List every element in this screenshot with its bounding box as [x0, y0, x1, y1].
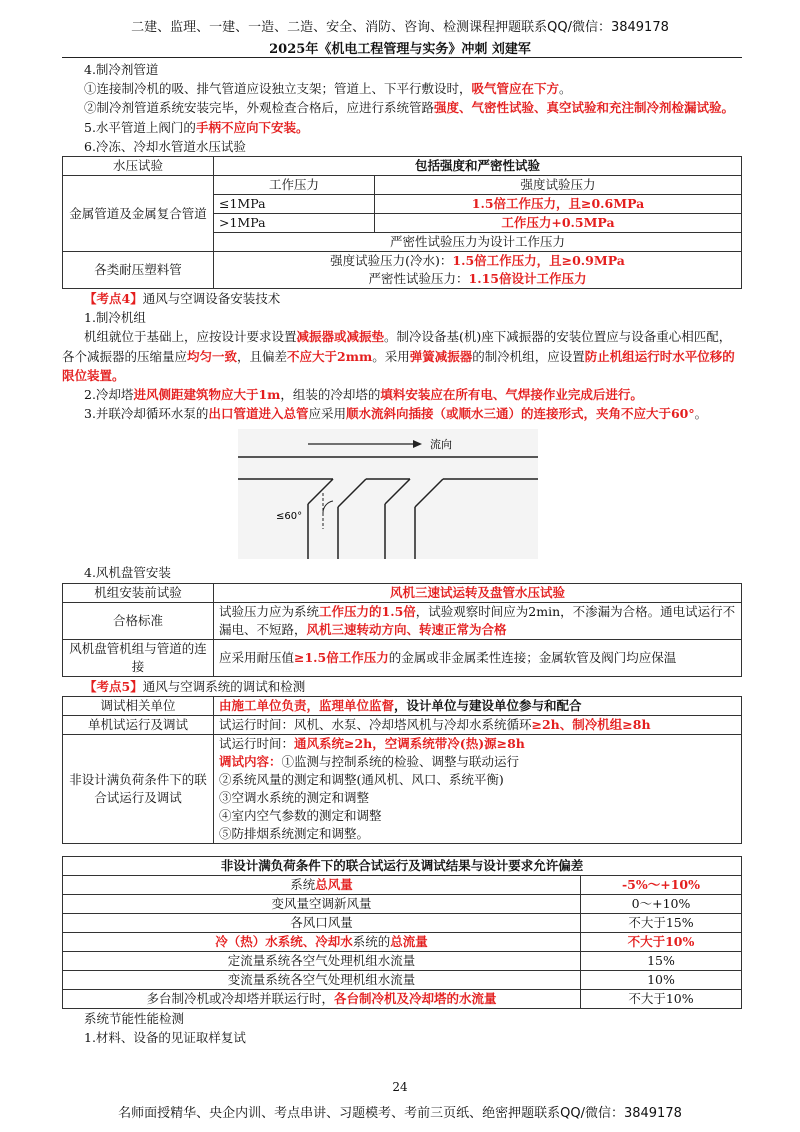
- fan-coil-table: 机组安装前试验 风机三速试运转及盘管水压试验 合格标准 试验压力应为系统工作压力的1.5倍，试验观察时间应为2min，不渗漏为合格。通电试运行不漏电、不短路，风机三速转动方向、转速正常为合格 风机盘管机组与管道的连接 应采用耐压值≥1.5倍工作压力的金属或非金属柔性连接；金属软管及阀门均应保温: [62, 583, 742, 677]
- s4-title: 4.制冷剂管道: [84, 62, 159, 77]
- t1-metal: 金属管道及金属复合管道: [63, 176, 214, 252]
- header-line2: 2025年《机电工程管理与实务》冲刺 刘建军: [269, 42, 531, 57]
- k5-heading: 【考点5】通风与空调系统的调试和检测: [84, 678, 306, 694]
- deviation-row: 变风量空调新风量 0～+10%: [63, 894, 742, 913]
- deviation-row: 冷（热）水系统、冷却水系统的总流量 不大于10%: [63, 932, 742, 951]
- pipe-diagram-svg: [238, 429, 538, 559]
- commissioning-table: 调试相关单位 由施工单位负责，监理单位监督，设计单位与建设单位参与和配合 单机试运行及调试 试运行时间：风机、水泵、冷却塔风机与冷却水系统循环≥2h、制冷机组≥8h 非设计满负荷条件下的联合试运行及调试 试运行时间：通风系统≥2h，空调系统带冷(热)源≥8h 调试内容：①监测与控制系统的检验、调整与联动运行 ②系统风量的测定和调整(通风机、风口、系统平衡) ③空调水系统的测定和调整 ④室内空气参数的测定和调整 ⑤防排烟系统测定和调整。: [62, 696, 742, 844]
- s4-para1: ①连接制冷机的吸、排气管道应设独立支架；管道上、下平行敷设时，吸气管应在下方。: [84, 81, 572, 97]
- k4-para3: 3.并联冷却循环水泵的出口管道进入总管应采用顺水流斜向插接（或顺水三通）的连接形式，夹角不应大于60°。: [84, 406, 708, 422]
- k4-heading: 【考点4】通风与空调设备安装技术: [84, 291, 281, 307]
- deviation-row: 系统总风量 -5%～+10%: [63, 875, 742, 894]
- pressure-test-table: 水压试验 包括强度和严密性试验 金属管道及金属复合管道 工作压力 强度试验压力 ≤1MPa 1.5倍工作压力，且≥0.6MPa >1MPa 工作压力+0.5MPa 严密性试验压力为设计工作压力 各类耐压塑料管 强度试验压力(冷水)：1.5倍工作压力，且≥0.9MPa 严密性试验压力：1.15倍设计工作压力: [62, 156, 742, 289]
- s6-title: 6.冷冻、冷却水管道水压试验: [84, 138, 246, 154]
- t4-title: 非设计满负荷条件下的联合试运行及调试结果与设计要求允许偏差: [63, 856, 742, 875]
- page-number: 24: [392, 1080, 408, 1094]
- header-line1: 二建、监理、一建、一造、二造、安全、消防、咨询、检测课程押题联系QQ/微信：3849178: [131, 20, 669, 35]
- deviation-row: 多台制冷机或冷却塔并联运行时，各台制冷机及冷却塔的水流量 不大于10%: [63, 989, 742, 1008]
- t1-h1: 水压试验: [63, 157, 214, 176]
- s5-para: 5.水平管道上阀门的手柄不应向下安装。: [84, 119, 309, 135]
- deviation-table: [62, 856, 742, 1009]
- footer: 名师面授精华、央企内训、考点串讲、习题模考、考前三页纸、绝密押题联系QQ/微信：3849178: [118, 1106, 682, 1121]
- s4-para2: ②制冷剂管道系统安装完毕，外观检查合格后，应进行系统管路强度、气密性试验、真空试验和充注制冷剂检漏试验。: [84, 100, 735, 116]
- page-content: 4.制冷剂管道 ①连接制冷机的吸、排气管道应设独立支架；管道上、下平行敷设时，吸气管应在下方。 ②制冷剂管道系统安装完毕，外观检查合格后，应进行系统管路强度、气密性试验、真空试验和充注制冷剂检漏试验。 5.水平管道上阀门的手柄不应向下安装。 6.冷冻、冷却水管道水压试验 水压试验 包括强度和严密性试验 金属管道及金属复合管道 工作压力 强度试验压力 ≤1MPa 1.5倍工作压力，且≥0.6MPa >1MPa 工作压力+0.5MPa 严密性试验压力为设计工作压力 各类耐压塑料管 强度试验压力(冷水)：1.5倍工作压力，且≥0.9MPa 严密性试验压力：1.15倍设计工作压力 【考点4】通风与空调设备安装技术 1.制冷机组 机组就位于基础上，应按设计要求设置减振器或减振垫。制冷设备基(机)座下减振器的安装位置应与设备重心相匹配，各个减振器的压缩量应均匀一致，且偏差不应大于2mm。采用弹簧减振器的制冷机组，应设置防止机组运行时水平位移的限位装置。 2.冷却塔进风侧距建筑物应大于1m，组装的冷却塔的填料安装应在所有电、气焊接作业完成后进行。 3.并联冷却循环水泵的出口管道进入总管应采用顺水流斜向插接（或顺水三通）的连接形式，夹角不应大于60°。 流向 ≤60° 4.风机盘管安装 机组安装前试验 风机三速试运转及盘管水压试验 合格标准 试验压力应为系统工作压力的1.5倍，试验观察时间应为2min，不渗漏为合格。通电试运行不漏电、不短路，风机三速转动方向、转速正常为合格 风机盘管机组与管道的连接 应采用耐压值≥1.5倍工作压力的金属或非金属柔性连接；金属软管及阀门均应保温 【考点5】通风与空调系统的调试和检测 调试相关单位 由施工单位负责，监理单位监督，设计单位与建设单位参与和配合 单机试运行及调试 试运行时间：风机、水泵、冷却塔风机与冷却水系统循环≥2h、制冷机组≥8h 非设计满负荷条件下的联合试运行及调试 试运行时间：通风系统≥2h，空调系统带冷(热)源≥8h 调试内容：①监测与控制系统的检验、调整与联动运行 ②系统风量的测定和调整(通风机、风口、系统平衡) ③空调水系统的测定和调整 ④室内空气参数的测定和调整 ⑤防排烟系统测定和调整。 非设计满负荷条件下的联合试运行及调试结果与设计要求允许偏差 系统总风量 -5%～+10% 变风量空调新风量 0～+10% 各风口风量 不大于15% 冷（热）水系统、冷却水系统的总流量 不大于10% 定流量系统各空气处理机组水流量 15% 变流量系统各空气处理机组水流量 10% 多台制冷机或冷却塔并联运行时，各台制冷机及冷却塔的水流量 不大于10% 系统节能性能检测 1.材料、设备的见证取样复试: [62, 60, 742, 1047]
- k4-para2: 2.冷却塔进风侧距建筑物应大于1m，组装的冷却塔的填料安装应在所有电、气焊接作业完成后进行。: [84, 387, 643, 403]
- header-rule: [62, 57, 742, 58]
- pipe-connection-diagram: [238, 429, 538, 559]
- deviation-row: 各风口风量 不大于15%: [63, 913, 742, 932]
- k4-para1: 机组就位于基础上，应按设计要求设置减振器或减振垫。制冷设备基(机)座下减振器的安装位置应与设备重心相匹配，各个减振器的压缩量应均匀一致，且偏差不应大于2mm。采用弹簧减振器的制冷机组，应设置防止机组运行时水平位移的限位装置。: [62, 329, 735, 383]
- t1-plastic: 各类耐压塑料管: [63, 252, 214, 289]
- flow-label: 流向: [430, 438, 452, 452]
- t1-h2: 包括强度和严密性试验: [214, 157, 742, 176]
- angle-label: ≤60°: [276, 511, 303, 523]
- deviation-row: 定流量系统各空气处理机组水流量 15%: [63, 951, 742, 970]
- diagram-bg: [238, 429, 538, 559]
- deviation-row: 变流量系统各空气处理机组水流量 10%: [63, 970, 742, 989]
